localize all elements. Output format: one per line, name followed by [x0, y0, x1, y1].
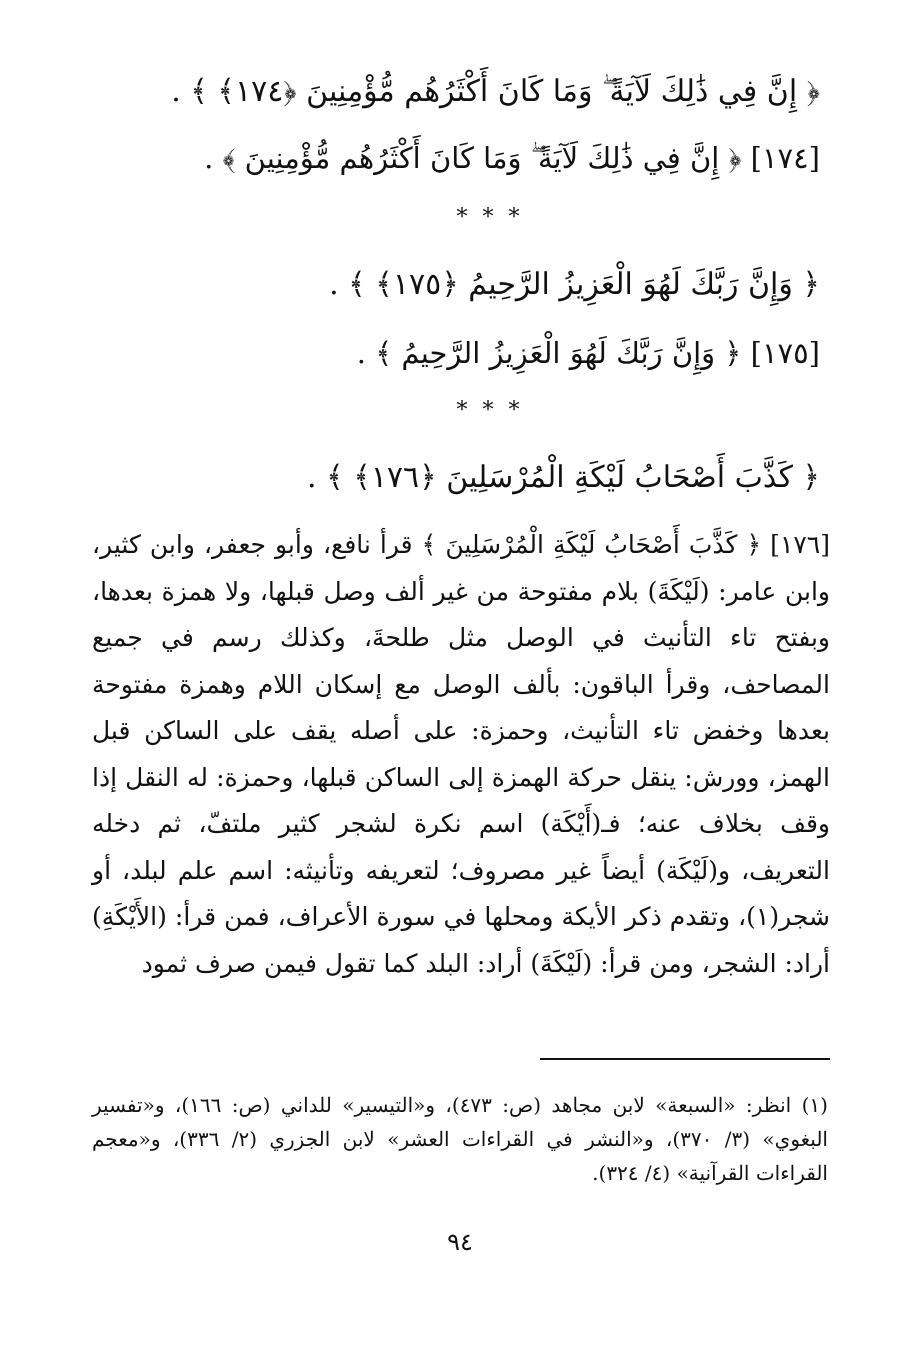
verse-175-reference: [١٧٥] ﴿ وَإِنَّ رَبَّكَ لَهُوَ الْعَزِيزُ الرَّحِيمُ ﴾ . — [356, 336, 820, 370]
footnote-text: (١) انظر: «السبعة» لابن مجاهد (ص: ٤٧٣)، و«التيسير» للداني (ص: ١٦٦)، و«تفسير البغوي» (٣/ ٣٧٠)، و«النشر في القراءات العشر» لابن الجزري (٢/ ٣٣٦)، و«معجم القراءات القرآنية» (٤/ ٣٢٤). — [92, 1093, 828, 1185]
quran-verse-175: ﴿ وَإِنَّ رَبَّكَ لَهُوَ الْعَزِيزُ الرَّحِيمُ ﴿١٧٥﴾ ﴾ . — [329, 267, 820, 302]
footnote-divider — [540, 1058, 830, 1060]
quran-verse-176: ﴿ كَذَّبَ أَصْحَابُ لَيْكَةِ الْمُرْسَلِينَ ﴿١٧٦﴾ ﴾ . — [307, 460, 820, 495]
page-number: ٩٤ — [447, 1228, 473, 1256]
separator-stars: * * * — [456, 398, 524, 423]
footnote — [92, 1088, 828, 1190]
verse-174-reference: [١٧٤] ﴿ إِنَّ فِي ذَٰلِكَ لَآيَةً ۖ وَمَا كَانَ أَكْثَرُهُم مُّؤْمِنِينَ ﴾ . — [204, 141, 820, 175]
commentary-paragraph — [92, 522, 830, 987]
separator-stars: * * * — [456, 205, 524, 230]
quran-verse-174: ﴿ إِنَّ فِي ذَٰلِكَ لَآيَةً ۖ وَمَا كَانَ أَكْثَرُهُم مُّؤْمِنِينَ ﴿١٧٤﴾ ﴾ . — [171, 74, 820, 109]
commentary-text: [١٧٦] ﴿ كَذَّبَ أَصْحَابُ لَيْكَةِ الْمُرْسَلِينَ ﴾ قرأ نافع، وأبو جعفر، وابن كثير، وابن عامر: (لَيْكَةَ) بلام مفتوحة من غير ألف وصل قبلها، ولا همزة بعدها، وبفتح تاء التأنيث في الوصل مثل طلحةَ، وكذلك رسم في جميع المصاحف، وقرأ الباقون: بألف الوصل مع إسكان اللام وهمزة مفتوحة بعدها وخفض تاء التأنيث، وحمزة: على أصله يقف على الساكن قبل الهمز، وورش: ينقل حركة الهمزة إلى الساكن قبلها، وحمزة: له النقل إذا وقف بخلاف عنه؛ فـ(أَيْكَة) اسم نكرة لشجر كثير ملتفّ، ثم دخله التعريف، و(لَيْكَة) أيضاً غير مصروف؛ لتعريفه وتأنيثه: اسم علم لبلد، أو شجر(١)، وتقدم ذكر الأيكة ومحلها في سورة الأعراف، فمن قرأ: (الأَيْكَةِ) أراد: الشجر، ومن قرأ: (لَيْكَةَ) أراد: البلد كما تقول فيمن صرف ثمود — [92, 530, 830, 978]
